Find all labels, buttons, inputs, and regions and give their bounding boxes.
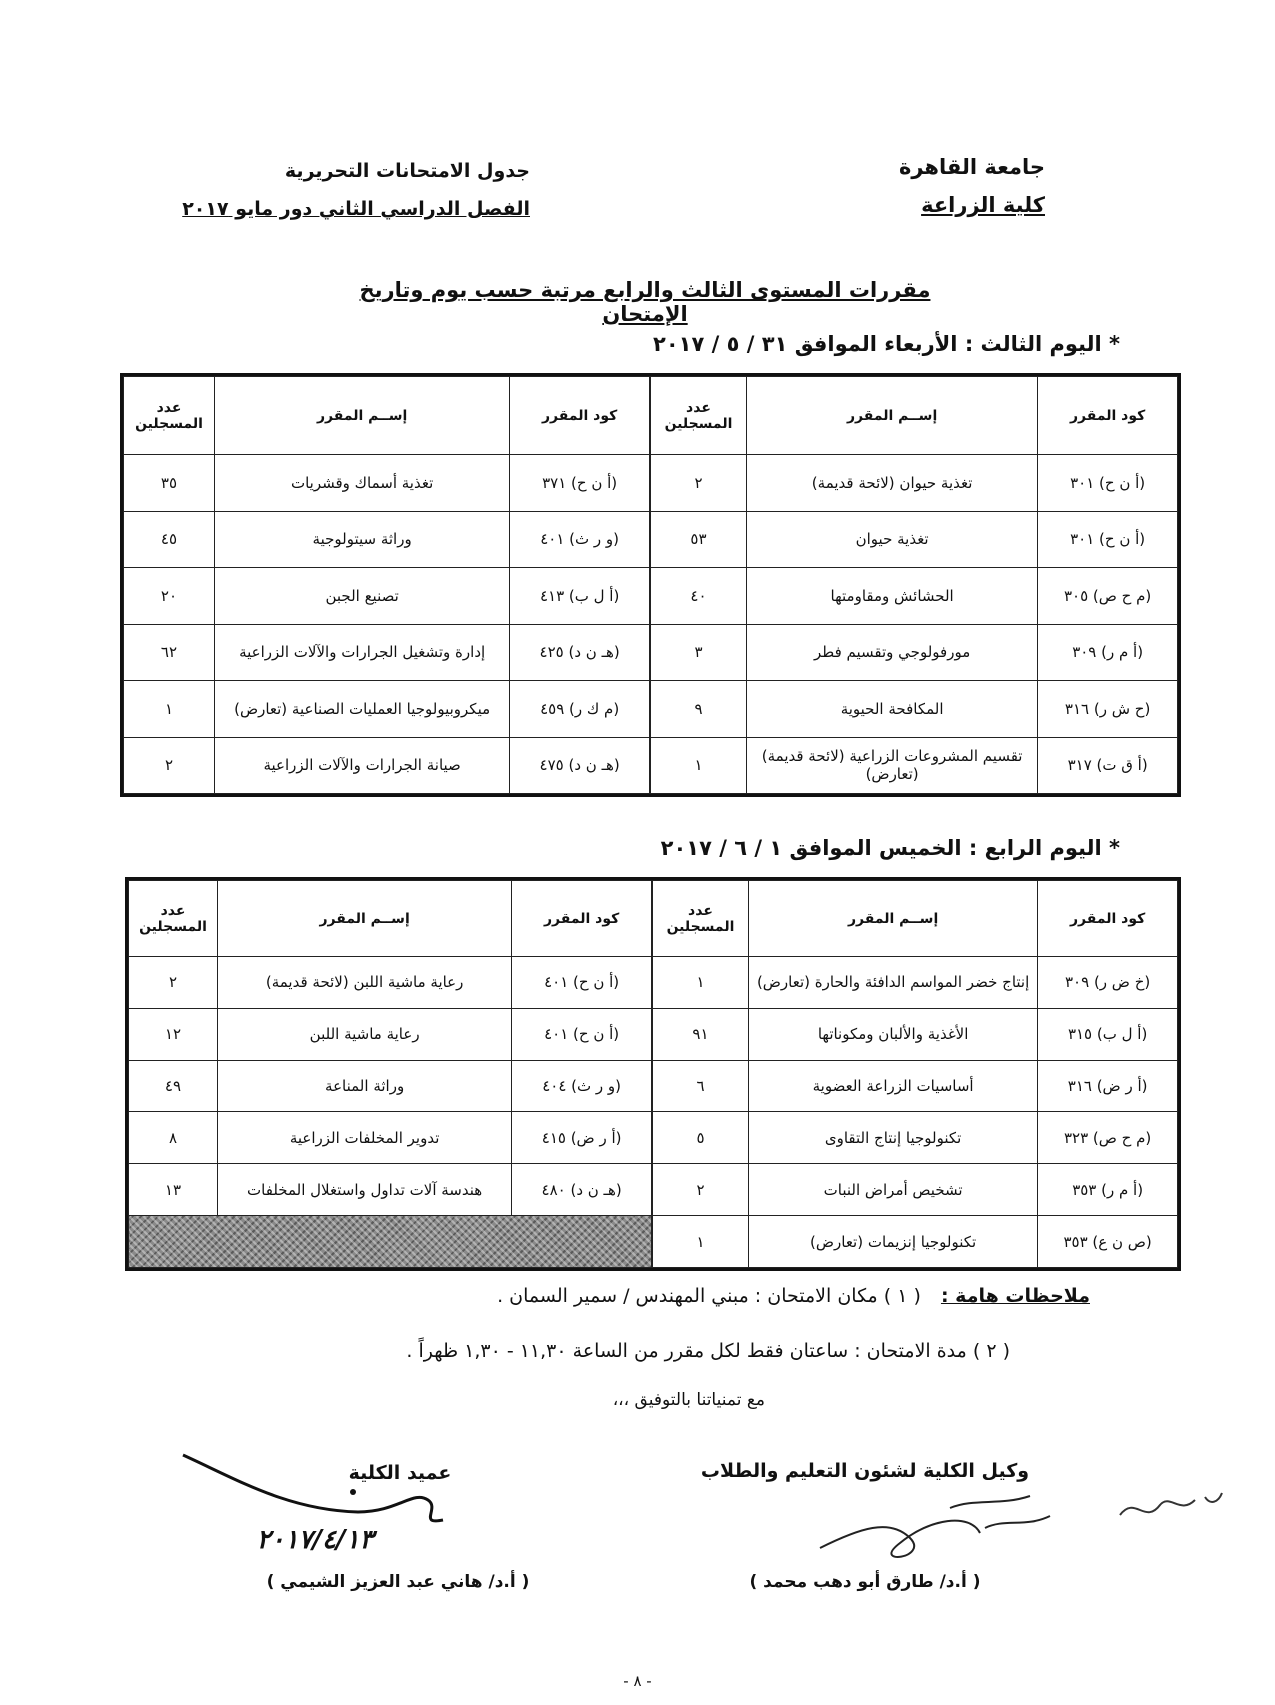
course-name: تغذية حيوان (لائحة قديمة) xyxy=(746,455,1037,512)
course-code: (أ ن ح) ٣٠١ xyxy=(1038,455,1178,512)
registered-count: ٥ xyxy=(653,1112,749,1164)
table-row xyxy=(124,455,650,512)
course-code: (ص ن ع) ٣٥٣ xyxy=(1038,1216,1178,1268)
course-name: المكافحة الحيوية xyxy=(746,681,1037,738)
registered-count: ٤٩ xyxy=(129,1060,218,1112)
vice-dean-name: ( أ.د/ طارق أبو دهب محمد ) xyxy=(749,1572,981,1592)
course-code: (و ر ث) ٤٠٤ xyxy=(512,1060,652,1112)
registered-count: ٩ xyxy=(651,681,747,738)
course-code: (أ ر ض) ٣١٦ xyxy=(1038,1060,1178,1112)
course-name: تقسيم المشروعات الزراعية (لائحة قديمة) (تعارض) xyxy=(746,737,1037,794)
course-code: (أ م ر) ٣٠٩ xyxy=(1038,624,1178,681)
col-name: إســم المقرر xyxy=(746,377,1037,455)
col-code: كود المقرر xyxy=(1038,881,1178,957)
table-row xyxy=(124,737,650,794)
course-code: (م ح ص) ٣٠٥ xyxy=(1038,568,1178,625)
table-row xyxy=(653,1060,1178,1112)
col-name: إســم المقرر xyxy=(748,881,1037,957)
course-name: تغذية حيوان xyxy=(746,511,1037,568)
shaded-empty-row xyxy=(129,1216,652,1268)
course-name: وراثة المناعة xyxy=(217,1060,511,1112)
registered-count: ١ xyxy=(651,737,747,794)
registered-count: ١ xyxy=(124,681,215,738)
day4-table xyxy=(125,877,1181,1271)
table-row xyxy=(129,1060,652,1112)
course-name: إنتاج خضر المواسم الدافئة والحارة (تعارض) xyxy=(748,957,1037,1009)
day3-title: * اليوم الثالث : الأربعاء الموافق ٣١ / ٥ / ٢٠١٧ xyxy=(653,332,1120,356)
notes-line-1 xyxy=(90,1285,1090,1307)
university-name: جامعة القاهرة xyxy=(898,155,1045,179)
registered-count: ١٢ xyxy=(129,1008,218,1060)
course-code: (أ ل ب) ٣١٥ xyxy=(1038,1008,1178,1060)
table-row xyxy=(129,957,652,1009)
dean-title: عميد الكلية xyxy=(348,1462,452,1484)
course-code: (أ ق ت) ٣١٧ xyxy=(1038,737,1178,794)
schedule-title: جدول الامتحانات التحريرية xyxy=(284,160,530,182)
term-title: الفصل الدراسي الثاني دور مايو ٢٠١٧ xyxy=(182,198,530,220)
course-code: (أ ن ح) ٤٠١ xyxy=(512,957,652,1009)
note-2: ( ٢ ) مدة الامتحان : ساعتان فقط لكل مقرر من الساعة ١١,٣٠ - ١,٣٠ ظهراً . xyxy=(406,1340,1010,1362)
table-row xyxy=(124,568,650,625)
col-code: كود المقرر xyxy=(1038,377,1178,455)
course-name: وراثة سيتولوجية xyxy=(214,511,509,568)
initials-mark-icon xyxy=(1110,1475,1230,1535)
table-row xyxy=(129,1112,652,1164)
day3-table xyxy=(120,373,1181,797)
course-name: تشخيص أمراض النبات xyxy=(748,1164,1037,1216)
course-code: (ح ش ر) ٣١٦ xyxy=(1038,681,1178,738)
page-number: - ٨ - xyxy=(623,1672,652,1690)
col-name: إســم المقرر xyxy=(214,377,509,455)
registered-count: ٢ xyxy=(129,957,218,1009)
course-name: صيانة الجرارات والآلات الزراعية xyxy=(214,737,509,794)
course-name: رعاية ماشية اللبن xyxy=(217,1008,511,1060)
course-code: (و ر ث) ٤٠١ xyxy=(510,511,650,568)
table-row xyxy=(651,624,1178,681)
registered-count: ٩١ xyxy=(653,1008,749,1060)
table-row xyxy=(653,957,1178,1009)
table-row xyxy=(651,737,1178,794)
day3-left-table xyxy=(123,376,650,794)
course-name: رعاية ماشية اللبن (لائحة قديمة) xyxy=(217,957,511,1009)
faculty-name: كلية الزراعة xyxy=(921,193,1045,217)
registered-count: ٢ xyxy=(124,737,215,794)
col-name: إســم المقرر xyxy=(217,881,511,957)
course-name: تكنولوجيا إنتاج التقاوى xyxy=(748,1112,1037,1164)
handwritten-date: ٢٠١٧/٤/١٣ xyxy=(256,1525,374,1555)
course-name: تدوير المخلفات الزراعية xyxy=(217,1112,511,1164)
course-name: تصنيع الجبن xyxy=(214,568,509,625)
registered-count: ٤٠ xyxy=(651,568,747,625)
registered-count: ٦ xyxy=(653,1060,749,1112)
course-code: (أ ن ح) ٣٧١ xyxy=(510,455,650,512)
dean-name: ( أ.د/ هاني عبد العزيز الشيمي ) xyxy=(266,1572,530,1592)
col-count: عدد المسجلين xyxy=(651,377,747,455)
closing-text: مع تمنياتنا بالتوفيق ،،، xyxy=(612,1390,765,1410)
registered-count: ٨ xyxy=(129,1112,218,1164)
day4-left-table xyxy=(128,880,652,1268)
col-count: عدد المسجلين xyxy=(124,377,215,455)
registered-count: ١٣ xyxy=(129,1164,218,1216)
course-code: (أ ن ح) ٣٠١ xyxy=(1038,511,1178,568)
table-row xyxy=(124,511,650,568)
course-name: مورفولوجي وتقسيم فطر xyxy=(746,624,1037,681)
table-row xyxy=(129,1008,652,1060)
registered-count: ١ xyxy=(653,1216,749,1268)
table-row xyxy=(653,1164,1178,1216)
col-code: كود المقرر xyxy=(510,377,650,455)
table-row xyxy=(653,1216,1178,1268)
course-code: (م ح ص) ٣٢٣ xyxy=(1038,1112,1178,1164)
registered-count: ٣ xyxy=(651,624,747,681)
course-name: تكنولوجيا إنزيمات (تعارض) xyxy=(748,1216,1037,1268)
col-code: كود المقرر xyxy=(512,881,652,957)
course-code: (خ ض ر) ٣٠٩ xyxy=(1038,957,1178,1009)
table-row xyxy=(653,1112,1178,1164)
course-code: (هـ ن د) ٤٢٥ xyxy=(510,624,650,681)
vice-dean-title: وكيل الكلية لشئون التعليم والطلاب xyxy=(700,1460,1030,1482)
course-name: الأغذية والألبان ومكوناتها xyxy=(748,1008,1037,1060)
course-code: (هـ ن د) ٤٧٥ xyxy=(510,737,650,794)
day4-title: * اليوم الرابع : الخميس الموافق ١ / ٦ / ٢٠١٧ xyxy=(660,836,1120,860)
table-row xyxy=(651,511,1178,568)
registered-count: ١ xyxy=(653,957,749,1009)
registered-count: ٥٣ xyxy=(651,511,747,568)
note-1: ( ١ ) مكان الامتحان : مبني المهندس / سمير السمان . xyxy=(497,1285,921,1307)
table-row xyxy=(651,681,1178,738)
course-name: الحشائش ومقاومتها xyxy=(746,568,1037,625)
registered-count: ٢ xyxy=(653,1164,749,1216)
institution-block xyxy=(785,155,1045,231)
course-name: أساسيات الزراعة العضوية xyxy=(748,1060,1037,1112)
shaded-cell xyxy=(129,1216,652,1268)
schedule-block xyxy=(150,160,530,236)
registered-count: ٢٠ xyxy=(124,568,215,625)
registered-count: ٦٢ xyxy=(124,624,215,681)
day4-right-table xyxy=(652,880,1178,1268)
table-row xyxy=(651,455,1178,512)
registered-count: ٤٥ xyxy=(124,511,215,568)
notes-label: ملاحظات هامة : xyxy=(940,1285,1090,1307)
course-code: (هـ ن د) ٤٨٠ xyxy=(512,1164,652,1216)
course-code: (أ م ر) ٣٥٣ xyxy=(1038,1164,1178,1216)
course-code: (أ ر ض) ٤١٥ xyxy=(512,1112,652,1164)
table-row xyxy=(651,568,1178,625)
table-row xyxy=(129,1164,652,1216)
vice-dean-signature-icon xyxy=(800,1488,1080,1573)
day3-right-table xyxy=(650,376,1178,794)
col-count: عدد المسجلين xyxy=(653,881,749,957)
course-name: إدارة وتشغيل الجرارات والآلات الزراعية xyxy=(214,624,509,681)
course-name: تغذية أسماك وقشريات xyxy=(214,455,509,512)
registered-count: ٢ xyxy=(651,455,747,512)
registered-count: ٣٥ xyxy=(124,455,215,512)
table-row xyxy=(124,681,650,738)
col-count: عدد المسجلين xyxy=(129,881,218,957)
course-name: هندسة آلات تداول واستغلال المخلفات xyxy=(217,1164,511,1216)
course-code: (أ ل ب) ٤١٣ xyxy=(510,568,650,625)
table-row xyxy=(653,1008,1178,1060)
course-code: (م ك ر) ٤٥٩ xyxy=(510,681,650,738)
course-code: (أ ن ح) ٤٠١ xyxy=(512,1008,652,1060)
table-row xyxy=(124,624,650,681)
subject-title: مقررات المستوى الثالث والرابع مرتبة حسب يوم وتاريخ الإمتحان xyxy=(359,278,931,326)
course-name: ميكروبيولوجيا العمليات الصناعية (تعارض) xyxy=(214,681,509,738)
